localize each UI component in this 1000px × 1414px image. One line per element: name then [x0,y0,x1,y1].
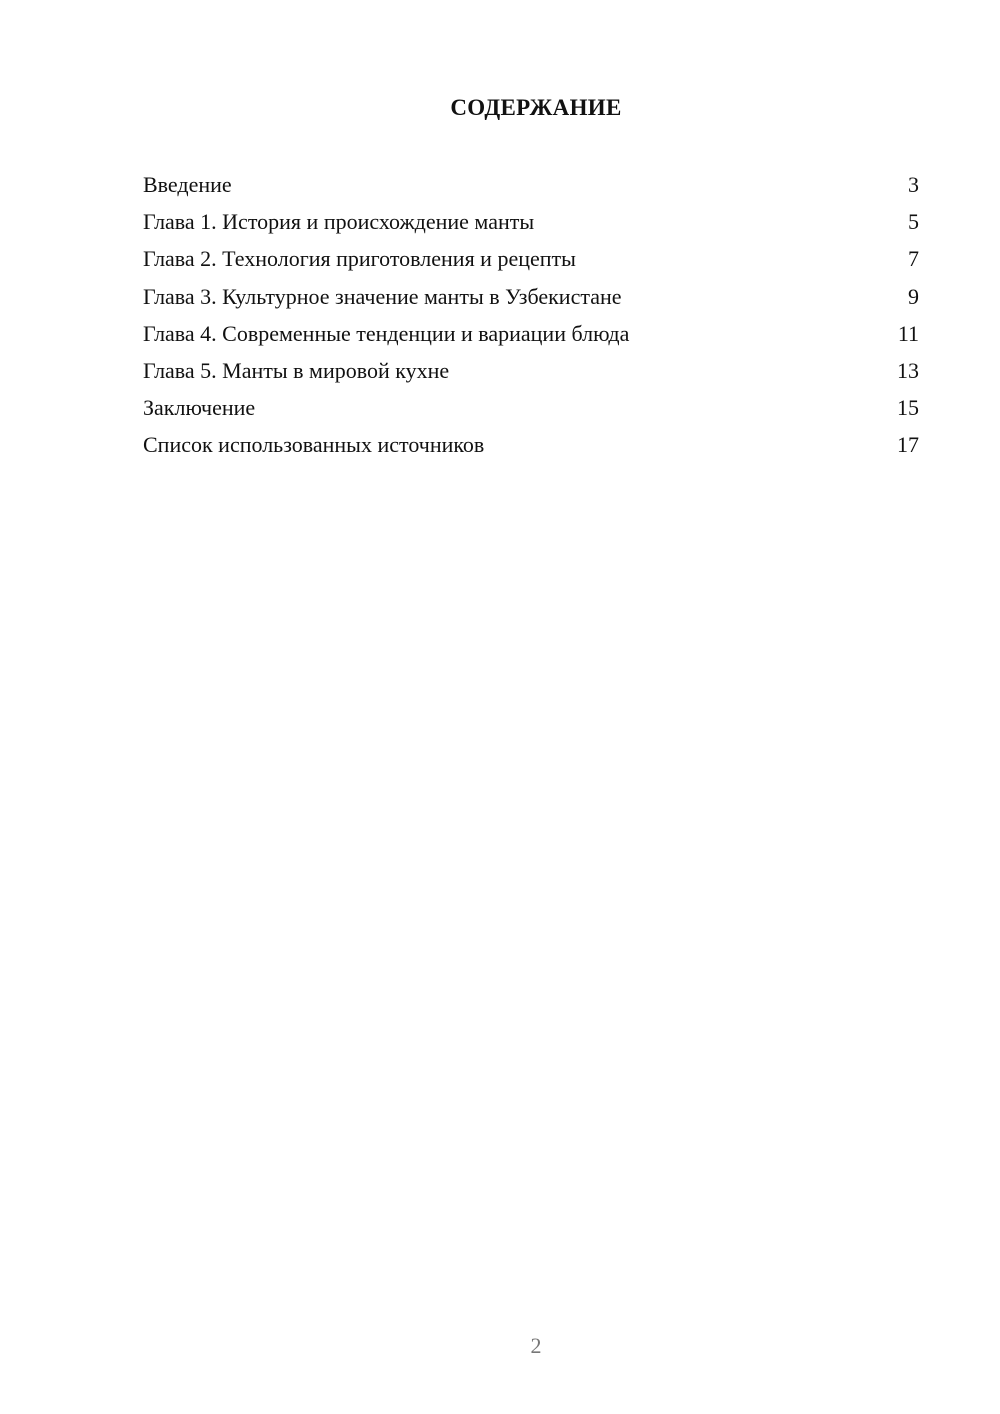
page-number: 2 [530,1333,542,1358]
toc-entry-label: Глава 2. Технология приготовления и рецепты [143,246,576,272]
toc-entry-page: 5 [908,209,919,235]
table-of-contents [143,170,919,468]
toc-entry-page: 9 [908,283,919,309]
toc-entry-label: Глава 1. История и происхождение манты [143,209,535,235]
toc-entry-page: 11 [897,320,919,346]
toc-entry-label: Введение [143,172,232,197]
toc-entry-label: Глава 5. Манты в мировой кухне [143,357,450,383]
toc-entry-page: 7 [908,246,919,272]
toc-entry-chapter-3[interactable] [143,282,919,319]
toc-entry-chapter-1[interactable] [143,207,919,244]
toc-entry-label: Глава 4. Современные тенденции и вариации блюда [143,320,630,346]
toc-entry-chapter-5[interactable] [143,356,919,393]
toc-entry-page: 17 [897,432,919,458]
page-title: СОДЕРЖАНИЕ [450,95,622,120]
toc-entry-label: Список использованных источников [143,432,485,458]
toc-entry-page: 13 [897,357,919,383]
toc-entry-label: Глава 3. Культурное значение манты в Узбекистане [143,283,622,309]
toc-entry-references[interactable] [143,430,919,467]
toc-entry-conclusion[interactable] [143,393,919,430]
toc-entry-chapter-2[interactable] [143,244,919,281]
toc-entry-label: Заключение [143,395,256,421]
toc-entry-introduction[interactable] [143,170,919,207]
toc-entry-chapter-4[interactable] [143,319,919,356]
toc-entry-page: 3 [908,172,919,197]
toc-entry-page: 15 [897,395,919,421]
